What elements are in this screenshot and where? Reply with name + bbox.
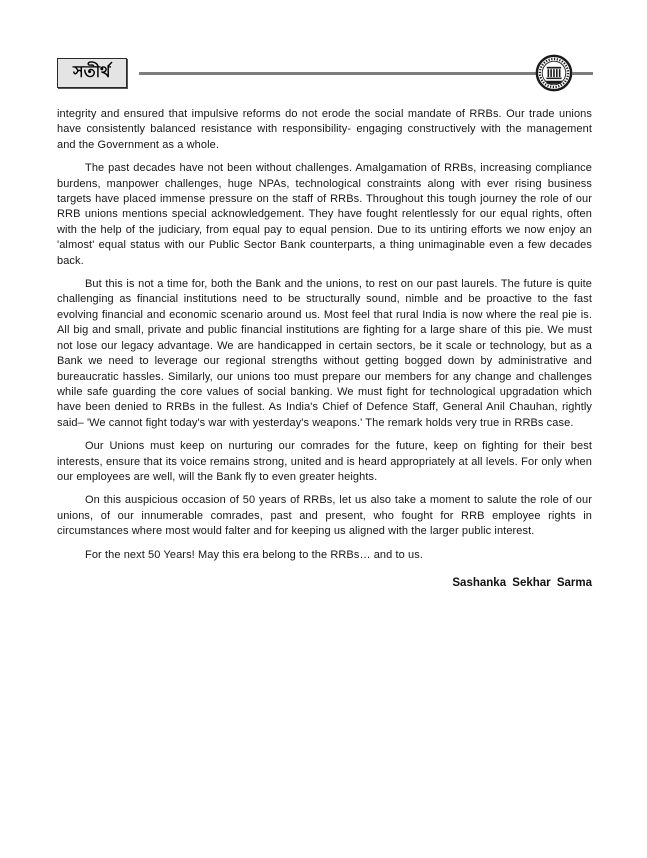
paragraph: Our Unions must keep on nurturing our comrades for the future, keep on fighting for their best interests, ensure that its voice remains strong, united and is heard appropriately at all levels. For only when our employees are well, will the Bank fly to even greater heights. bbox=[57, 440, 592, 483]
paragraph: For the next 50 Years! May this era belong to the RRBs… and to us. bbox=[85, 548, 424, 561]
author-signature: Sashanka Sekhar Sarma bbox=[452, 576, 592, 589]
masthead-title-box bbox=[57, 58, 127, 87]
paragraph: On this auspicious occasion of 50 years of RRBs, let us also take a moment to salute the role of our unions, of our innumerable comrades, past and present, who fought for RRB employee rights in circumstances where most would falter and for keeping us aligned with the larger public interest. bbox=[57, 494, 592, 538]
page-header bbox=[57, 56, 593, 90]
paragraph: integrity and ensured that impulsive reforms do not erode the social mandate of RRBs. Our trade unions have consistently balanced resistance with responsibility- engaging constructively with the management and the Government as a whole. bbox=[57, 108, 592, 151]
paragraph: But this is not a time for, both the Bank and the unions, to rest on our past laurels. The future is quite challenging as financial institutions need to be structurally sound, nimble and be proactive to the fast evolving financial and economic scenario around us. Most feel that rural India is now where the real pie is. All big and small, private and public financial institutions are fighting for a large share of this pie. We must not lose our legacy advantage. We are handicapped in certain sectors, be it scale or technology, but as a Bank we need to leverage our regional strengths without getting bogged down by administrative and bureaucratic hassles. Similarly, our unions too must prepare our members for any change and challenges while safe guarding the core values of social banking. We must fight for technological upgradation which have been denied to RRBs in the fullest. As India's Chief of Defence Staff, General Anil Chauhan, rightly said– 'We cannot fight today's war with yesterday's weapons.' The remark holds very true in RRBs case. bbox=[57, 278, 592, 429]
article-body bbox=[57, 107, 592, 589]
header-rule-left bbox=[139, 72, 536, 75]
header-rule-right bbox=[572, 72, 593, 75]
masthead-title: সতীর্থ bbox=[73, 62, 111, 82]
bank-seal-emblem-icon bbox=[535, 54, 573, 92]
paragraph: The past decades have not been without challenges. Amalgamation of RRBs, increasing compliance burdens, manpower challenges, huge NPAs, technological constraints along with ever rising business targets have placed immense pressure on the staff of RRBs. Throughout this tough journey the role of our RRB unions mentions special acknowledgement. They have fought relentlessly for our equal rights, often with the help of the judiciary, from equal pay to equal pension. Due to its untiring efforts we now enjoy an 'almost' equal status with our Public Sector Bank counterparts, a thing unimaginable even a few decades back. bbox=[57, 162, 592, 267]
